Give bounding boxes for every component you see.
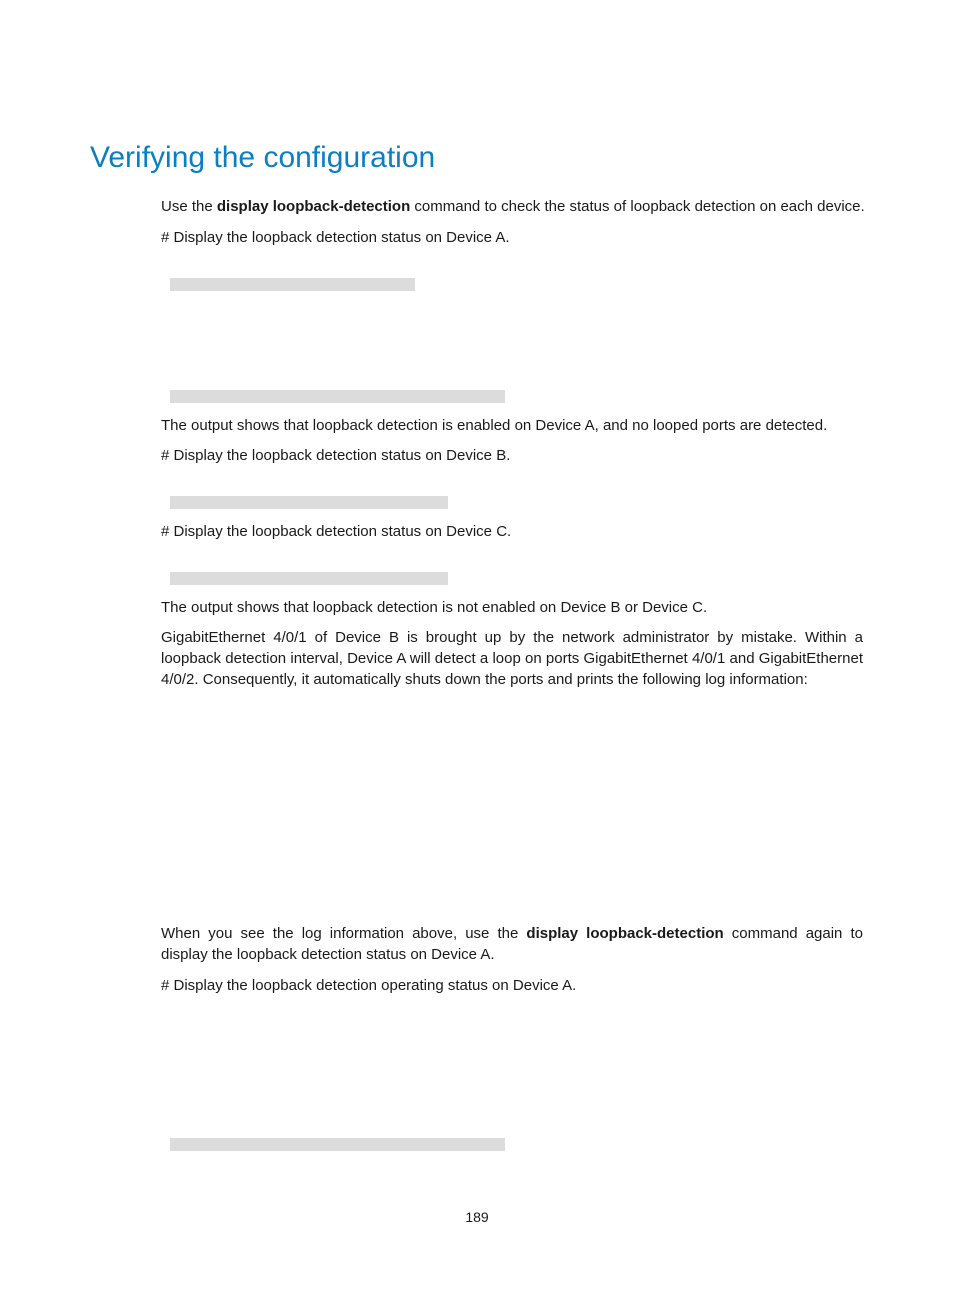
- page-number: 189: [465, 1209, 489, 1225]
- log-seen-paragraph: [161, 923, 863, 965]
- display-device-c-comment: # Display the loopback detection status on Device C.: [161, 523, 512, 540]
- output-device-bc-paragraph: The output shows that loopback detection is not enabled on Device B or Device C.: [161, 599, 708, 616]
- log-seen-text-after: command again to display the loopback detection status on Device A.: [161, 925, 863, 963]
- intro-paragraph: [161, 196, 863, 217]
- display-device-a-comment: # Display the loopback detection status on Device A.: [161, 229, 510, 246]
- page-title: Verifying the configuration: [90, 141, 436, 174]
- code-block-redacted: [170, 496, 448, 509]
- intro-command: display loopback-detection: [216, 198, 411, 215]
- display-device-b-comment: # Display the loopback detection status on Device B.: [161, 447, 511, 464]
- intro-text-before: Use the: [161, 198, 217, 215]
- intro-text-after: command to check the status of loopback detection on each device.: [410, 198, 865, 215]
- log-seen-command: display loopback-detection: [526, 925, 724, 942]
- mistake-paragraph: GigabitEthernet 4/0/1 of Device B is brought up by the network administrator by mistake. Within a loopback detection interval, Device A will detect a loop on ports GigabitEthernet 4/0/1 and GigabitEthernet 4/0/2. Consequently, it automatically shuts down the ports and prints the following log information:: [161, 629, 863, 688]
- code-block-redacted: [170, 390, 505, 403]
- output-device-a-paragraph: The output shows that loopback detection is enabled on Device A, and no looped ports are detected.: [161, 417, 828, 434]
- display-device-a-operating-comment: # Display the loopback detection operating status on Device A.: [161, 977, 577, 994]
- log-seen-text-before: When you see the log information above, use the: [161, 925, 527, 942]
- code-block-redacted: [170, 1138, 505, 1151]
- code-block-redacted: [170, 278, 415, 291]
- code-block-redacted: [170, 572, 448, 585]
